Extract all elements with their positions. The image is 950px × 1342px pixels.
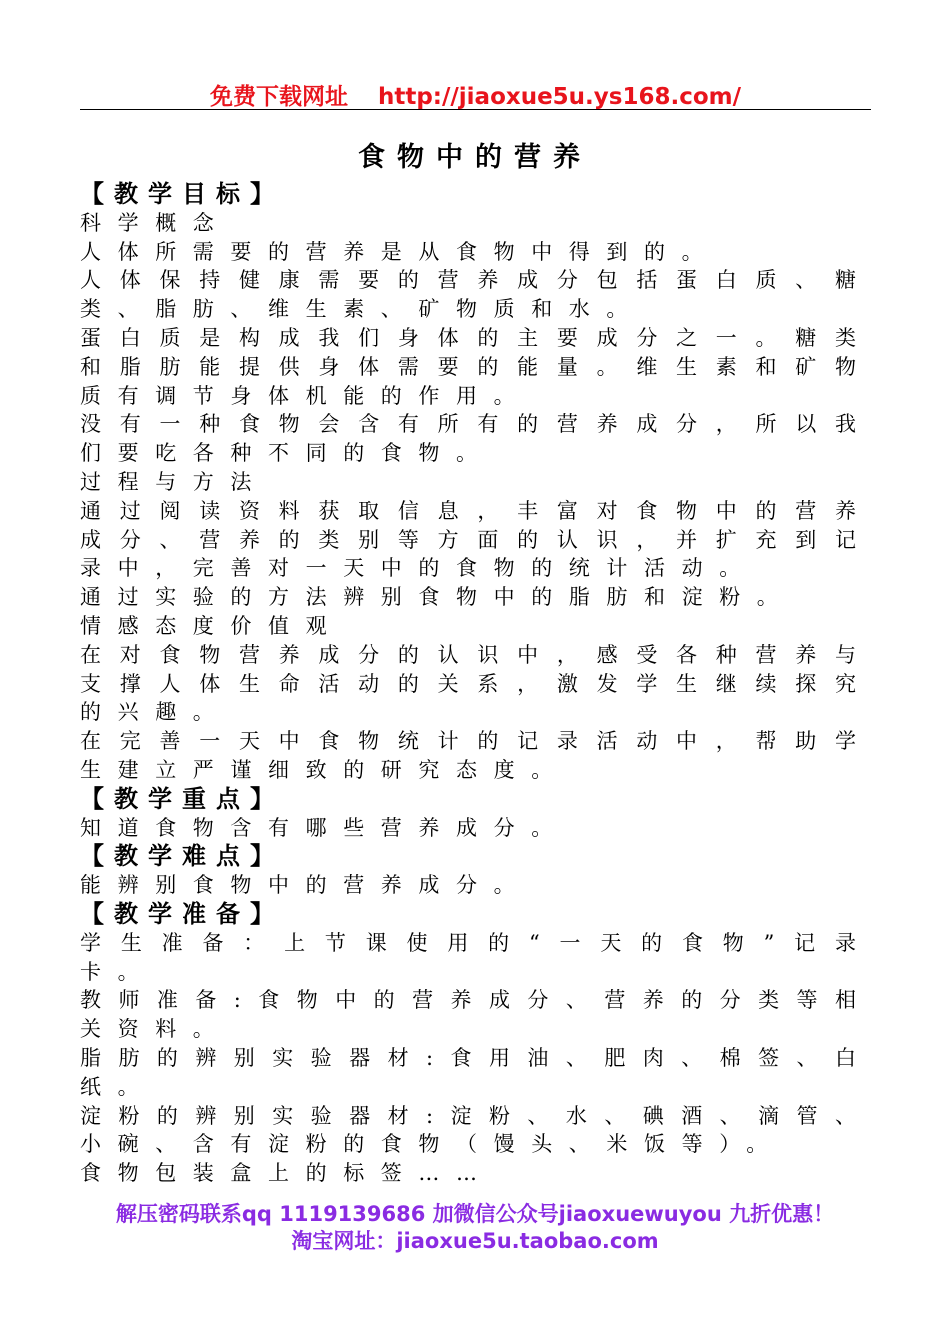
text-line: 卡。 [80,959,156,984]
text-line: 脂肪的辨别实验器材:食用油、肥肉、棉签、白 [80,1045,856,1070]
text-line: 在完善一天中食物统计的记录活动中，帮助学 [80,729,856,754]
text-line: 和脂肪能提供身体需要的能量。维生素和矿物 [80,354,856,379]
text-line: 食物包装盒上的标签…… [80,1161,494,1186]
text-line: 质有调节身体机能的作用。 [80,383,532,408]
text-line: 通过实验的方法辨别食物中的脂肪和淀粉。 [80,585,795,610]
text-line: 在对食物营养成分的认识中，感受各种营养与 [80,642,856,667]
section-heading: 【教学准备】 [80,899,284,928]
footer-shop-link[interactable]: 淘宝网址：jiaoxue5u.taobao.com [291,1229,659,1253]
document-body [80,180,856,1188]
header-url-link[interactable]: http://jiaoxue5u.ys168.com/ [377,84,742,110]
text-line: 淀粉的辨别实验器材:淀粉、水、碘酒、滴管、 [80,1103,856,1128]
footer-contact: 解压密码联系qq 1119139686 加微信公众号jiaoxuewuyou 九折优惠！ [115,1202,835,1226]
text-line: 学生准备：上节课使用的“一天的食物”记录 [80,930,856,955]
text-line: 录中，完善对一天中的食物的统计活动。 [80,556,757,581]
text-line: 成分、营养的类别等方面的认识，并扩充到记 [80,527,856,552]
text-line: 过程与方法 [80,469,268,494]
text-line: 小碗、含有淀粉的食物（馒头、米饭等）。 [80,1132,784,1157]
text-line: 关资料。 [80,1017,231,1042]
text-line: 教师准备:食物中的营养成分、营养的分类等相 [80,988,856,1013]
text-line: 没有一种食物会含有所有的营养成分，所以我 [80,412,856,437]
text-line: 情感态度价值观 [80,613,344,638]
text-line: 类、脂肪、维生素、矿物质和水。 [80,297,644,322]
text-line: 能辨别食物中的营养成分。 [80,873,532,898]
text-line: 们要吃各种不同的食物。 [80,441,494,466]
text-line: 生建立严谨细致的研究态度。 [80,757,569,782]
text-line: 的兴趣。 [80,700,231,725]
header-divider [80,109,871,110]
page-title: 食物中的营养 [358,142,592,173]
text-line: 人体所需要的营养是从食物中得到的。 [80,239,720,264]
text-line: 科学概念 [80,210,231,235]
text-line: 蛋白质是构成我们身体的主要成分之一。糖类 [80,325,856,350]
text-line: 纸。 [80,1074,156,1099]
text-line: 人体保持健康需要的营养成分包括蛋白质、糖 [80,268,856,293]
section-heading: 【教学难点】 [80,842,284,871]
section-heading: 【教学目标】 [80,180,284,208]
download-header [80,78,871,108]
text-line: 支撑人体生命活动的关系，激发学生继续探究 [80,671,856,696]
text-line: 通过阅读资料获取信息，丰富对食物中的营养 [80,498,856,523]
header-label: 免费下载网址 [209,84,348,110]
text-line: 知道食物含有哪些营养成分。 [80,815,569,840]
section-heading: 【教学重点】 [80,784,284,813]
